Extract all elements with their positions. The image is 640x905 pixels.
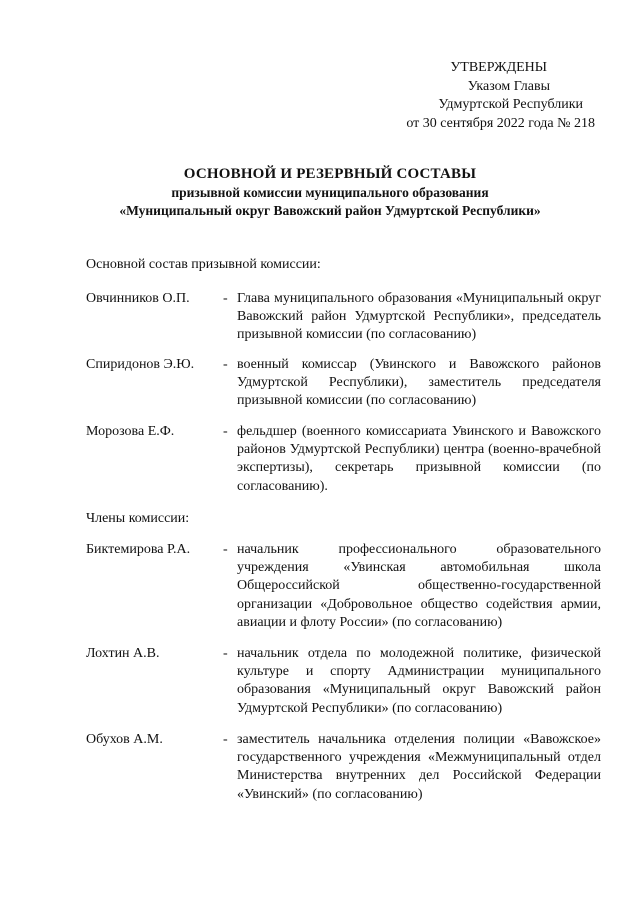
title-line-2: призывной комиссии муниципального образования: [171, 184, 489, 200]
title-line-1: ОСНОВНОЙ И РЕЗЕРВНЫЙ СОСТАВЫ: [183, 166, 477, 182]
member-description: военный комиссар (Увинского и Вавожского районов Удмуртской Республики), заместитель председателя призывной комиссии (по согласованию): [237, 357, 601, 409]
member-name: Лохтин А.В.: [86, 646, 160, 661]
member-name: Спиридонов Э.Ю.: [86, 357, 195, 372]
member-description: Глава муниципального образования «Муниципальный округ Вавожский район Удмуртской Республики», председатель призывной комиссии (по согласованию): [237, 291, 601, 343]
member-name: Биктемирова Р.А.: [86, 542, 191, 557]
approval-heading: УТВЕРЖДЕНЫ: [450, 60, 547, 75]
members-section-label: Члены комиссии:: [86, 511, 190, 526]
member-dash: -: [223, 357, 228, 372]
main-section-label: Основной состав призывной комиссии:: [86, 257, 321, 272]
member-name: Морозова Е.Ф.: [86, 424, 175, 439]
member-dash: -: [223, 732, 228, 747]
approval-date: от 30 сентября 2022 года № 218: [406, 115, 595, 131]
member-description: фельдшер (военного комиссариата Увинского и Вавожского районов Удмуртской Республики) центра (военно-врачебной экспертизы), секретарь призывной комиссии (по согласованию).: [237, 424, 601, 494]
approval-stamp: [375, 59, 595, 133]
member-description: начальник отдела по молодежной политике, физической культуре и спорту Администрации муниципального образования «Муниципальный округ Вавожский район Удмуртской Республики» (по согласованию): [237, 646, 601, 716]
member-description: начальник профессионального образовательного учреждения «Увинская автомобильная школа Общероссийской общественно-государственной организации «Добровольное общество содействия армии, авиации и флоту России» (по согласованию): [237, 542, 601, 630]
approval-region: Удмуртской Республики: [438, 97, 583, 112]
member-name: Овчинников О.П.: [86, 291, 190, 306]
member-dash: -: [223, 291, 228, 306]
member-name: Обухов А.М.: [86, 732, 163, 747]
member-dash: -: [223, 542, 228, 557]
member-description: заместитель начальника отделения полиции «Вавожское» государственного учреждения «Межмуниципальный отдел Министерства внутренних дел Российской Федерации «Увинский» (по согласованию): [237, 732, 601, 802]
document-title: [60, 165, 600, 221]
member-dash: -: [223, 646, 228, 661]
approval-issuer: Указом Главы: [467, 78, 550, 94]
member-dash: -: [223, 424, 228, 439]
title-line-3: «Муниципальный округ Вавожский район Удмуртской Республики»: [119, 203, 541, 218]
